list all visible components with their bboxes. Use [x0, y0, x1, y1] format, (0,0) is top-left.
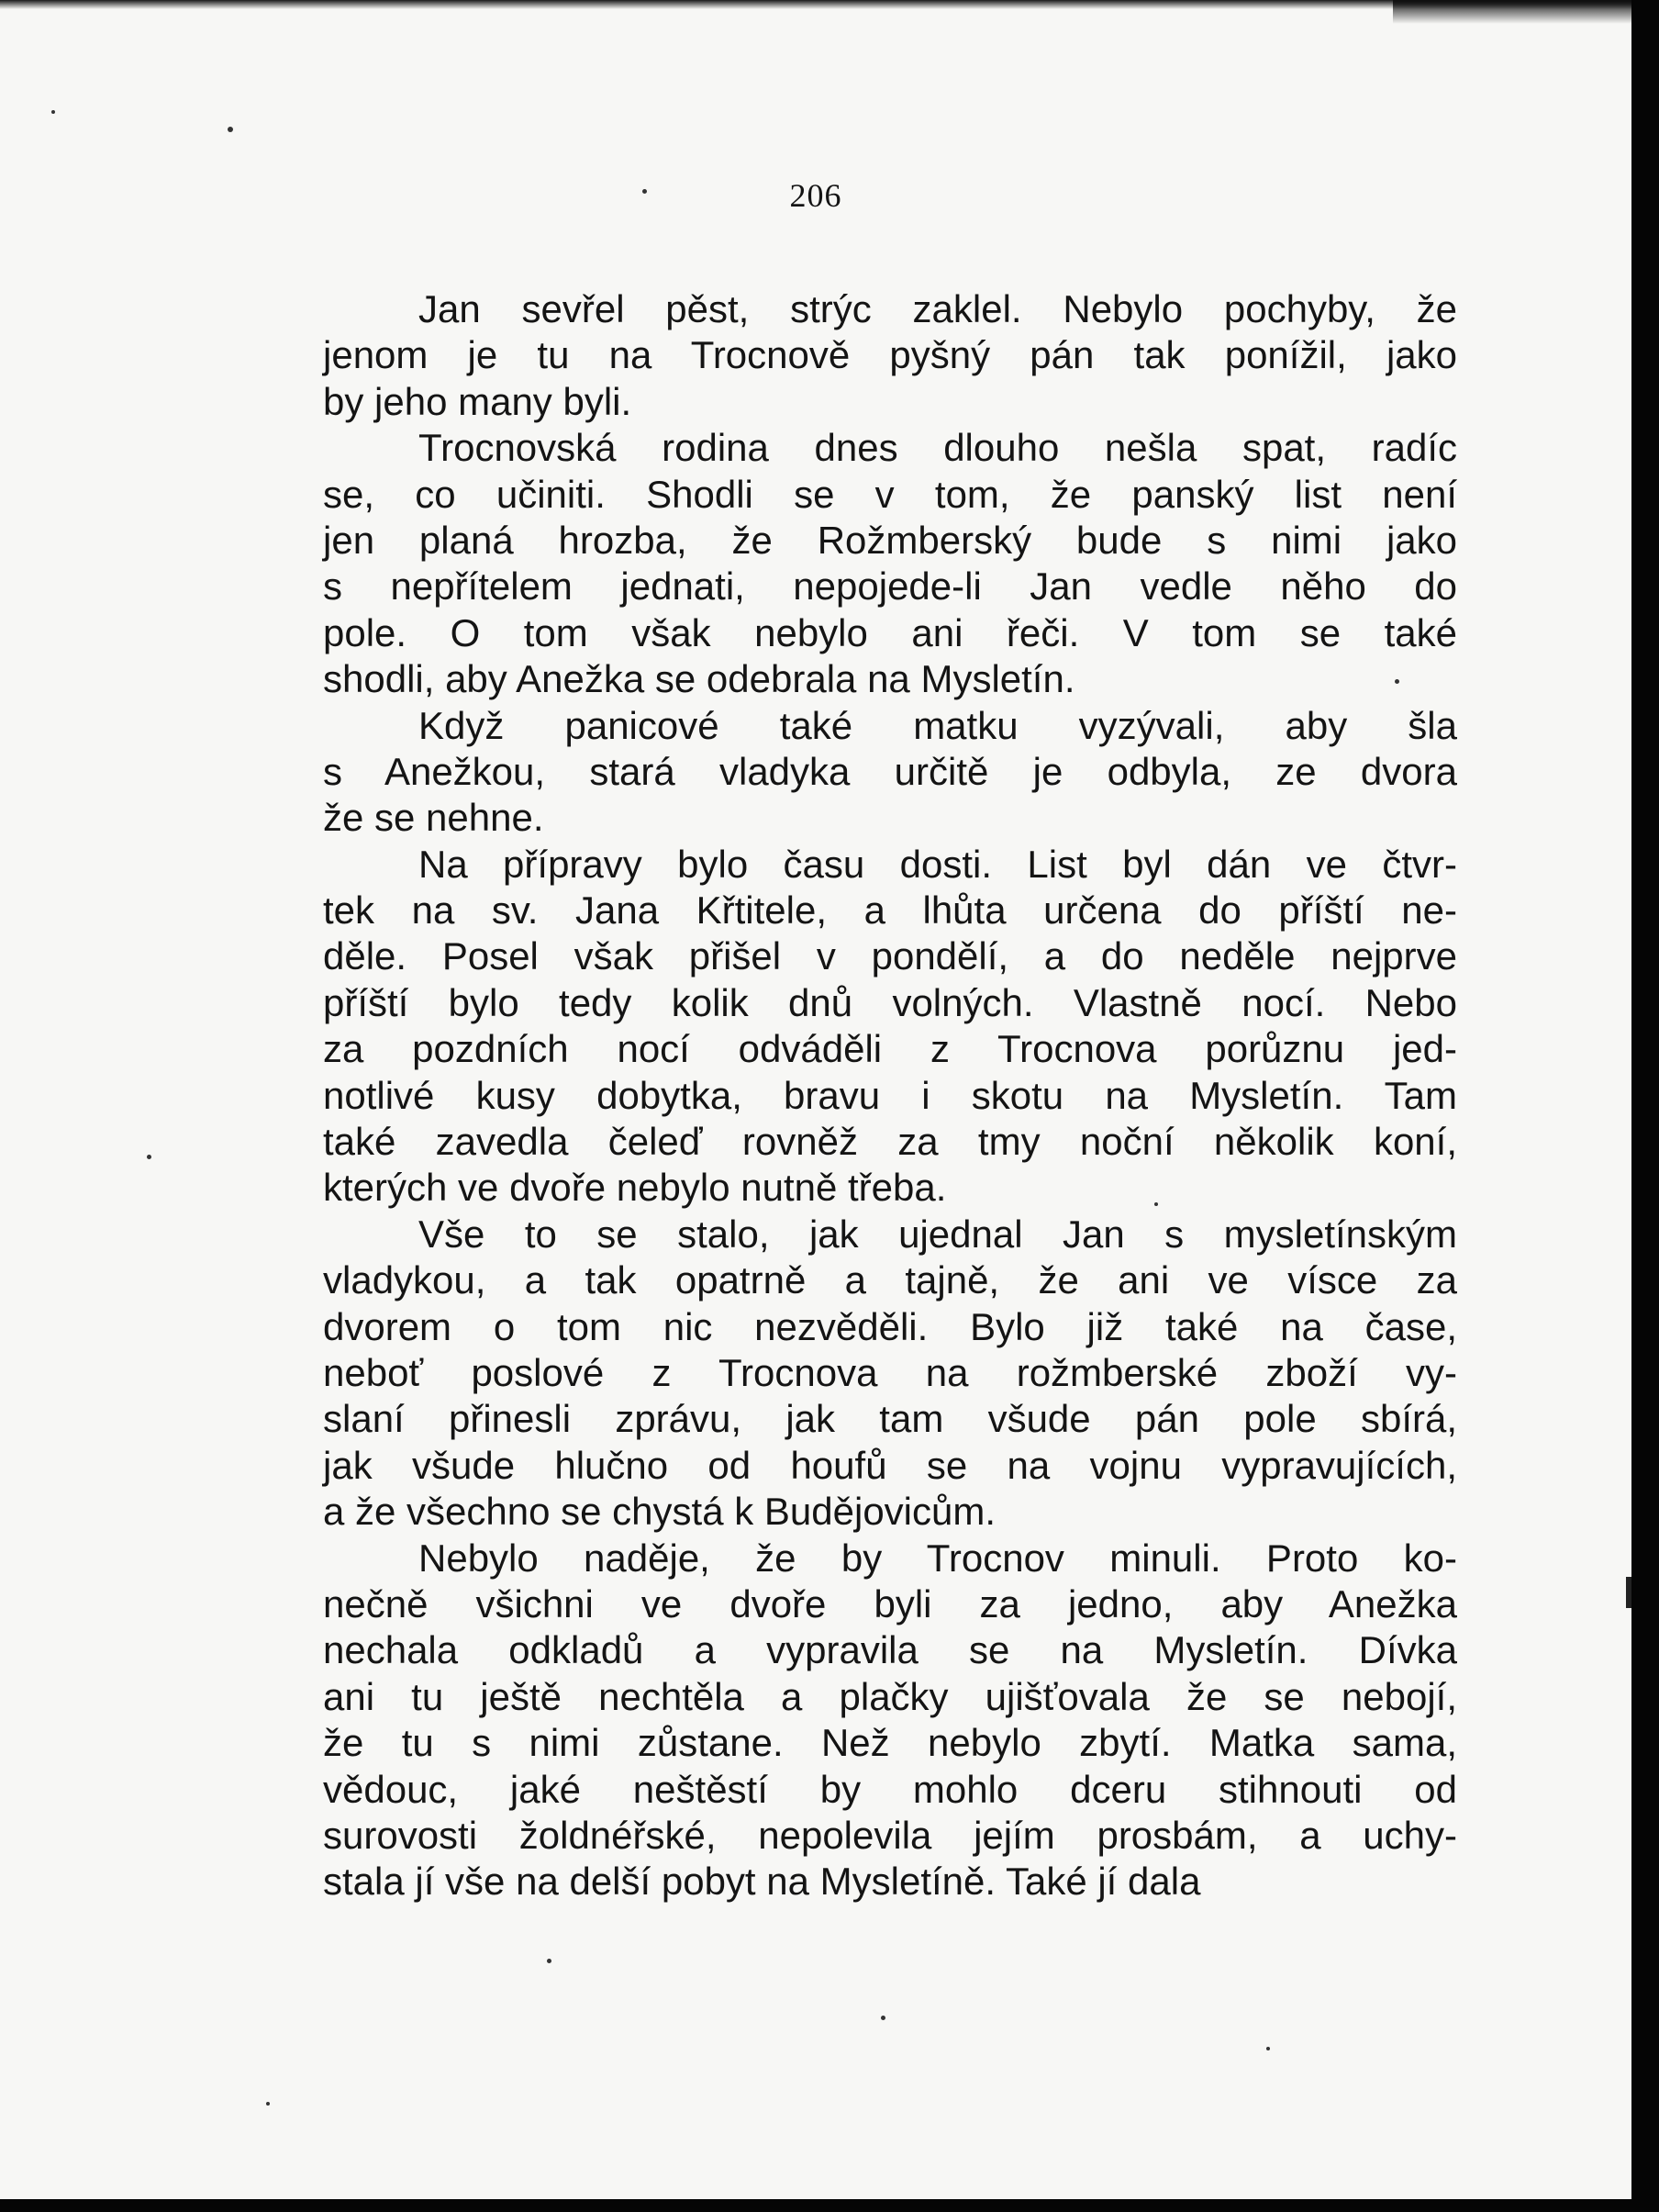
text-line: Trocnovská rodina dnes dlouho nešla spat, radíc: [418, 426, 1457, 470]
text-line: ani tu ještě nechtěla a plačky ujišťovala že se nebojí,: [323, 1674, 1457, 1718]
text-line: vědouc, jaké neštěstí by mohlo dceru stihnouti od: [323, 1767, 1457, 1811]
text-line: by jeho many byli.: [323, 379, 632, 423]
text-line: nečně všichni ve dvoře byli za jedno, aby Anežka: [323, 1581, 1457, 1625]
text-line: také zavedla čeleď rovněž za tmy noční několik koní,: [323, 1120, 1457, 1164]
scan-speck: [147, 1155, 151, 1159]
text-line: shodli, aby Anežka se odebrala na Mysletín.: [323, 657, 1075, 701]
text-line: Na přípravy bylo času dosti. List byl dán ve čtvr-: [418, 842, 1457, 886]
scan-speck: [51, 110, 55, 114]
text-line: Nebylo naděje, že by Trocnov minuli. Proto ko-: [418, 1536, 1457, 1580]
page-number: 206: [789, 177, 842, 214]
scan-speck: [1266, 2047, 1270, 2050]
text-line: s Anežkou, stará vladyka určitě je odbyla, ze dvora: [323, 749, 1457, 793]
scan-corner-shadow: [1393, 0, 1631, 24]
scan-bottom-border: [0, 2199, 1659, 2212]
scan-speck: [1154, 1202, 1158, 1206]
text-line: kterých ve dvoře nebylo nutně třeba.: [323, 1166, 947, 1210]
text-line: vladykou, a tak opatrně a tajně, že ani ve vísce za: [323, 1258, 1457, 1302]
text-line: Jan sevřel pěst, strýc zaklel. Nebylo pochyby, že: [418, 287, 1457, 330]
text-line: surovosti žoldnéřské, nepolevila jejím prosbám, a uchy-: [323, 1813, 1457, 1857]
text-line: za pozdních nocí odváděli z Trocnova porůznu jed-: [323, 1027, 1457, 1071]
text-line: Vše to se stalo, jak ujednal Jan s mysletínským: [418, 1212, 1457, 1256]
text-line: dvorem o tom nic nezvěděli. Bylo již také na čase,: [323, 1304, 1457, 1348]
text-line: jen planá hrozba, že Rožmberský bude s nimi jako: [323, 518, 1457, 562]
text-line: se, co učiniti. Shodli se v tom, že panský list není: [323, 472, 1457, 516]
text-line: pole. O tom však nebylo ani řeči. V tom se také: [323, 610, 1457, 654]
text-line: příští bylo tedy kolik dnů volných. Vlastně nocí. Nebo: [323, 980, 1457, 1024]
scan-right-border: [1631, 0, 1659, 2212]
text-line: že se nehne.: [323, 796, 544, 840]
text-line: jak všude hlučno od houfů se na vojnu vypravujících,: [323, 1443, 1457, 1487]
text-line: Když panicové také matku vyzývali, aby šla: [418, 703, 1457, 747]
text-line: nechala odkladů a vypravila se na Mysletín. Dívka: [323, 1628, 1457, 1672]
text-line: stala jí vše na delší pobyt na Mysletíně. Také jí dala: [323, 1860, 1201, 1904]
body-text: [323, 286, 1457, 1905]
scan-speck: [547, 1959, 551, 1963]
scan-speck: [266, 2102, 270, 2106]
text-line: děle. Posel však přišel v pondělí, a do neděle nejprve: [323, 934, 1457, 978]
text-line: a že všechno se chystá k Budějovicům.: [323, 1490, 997, 1534]
text-line: notlivé kusy dobytka, bravu i skotu na Mysletín. Tam: [323, 1073, 1457, 1117]
text-line: neboť poslové z Trocnova na rožmberské zboží vy-: [323, 1350, 1457, 1394]
scan-speck: [1395, 679, 1399, 684]
text-line: tek na sv. Jana Křtitele, a lhůta určena do příští ne-: [323, 888, 1457, 933]
text-line: jenom je tu na Trocnově pyšný pán tak ponížil, jako: [323, 333, 1457, 377]
text-line: že tu s nimi zůstane. Než nebylo zbytí. Matka sama,: [323, 1721, 1457, 1765]
text-line: s nepřítelem jednati, nepojede-li Jan vedle něho do: [323, 564, 1457, 609]
scan-speck: [881, 2016, 885, 2020]
scan-speck: [642, 189, 647, 194]
scan-top-shadow: [0, 0, 1631, 9]
text-line: slaní přinesli zprávu, jak tam všude pán pole sbírá,: [323, 1397, 1457, 1441]
scan-speck: [228, 127, 233, 132]
